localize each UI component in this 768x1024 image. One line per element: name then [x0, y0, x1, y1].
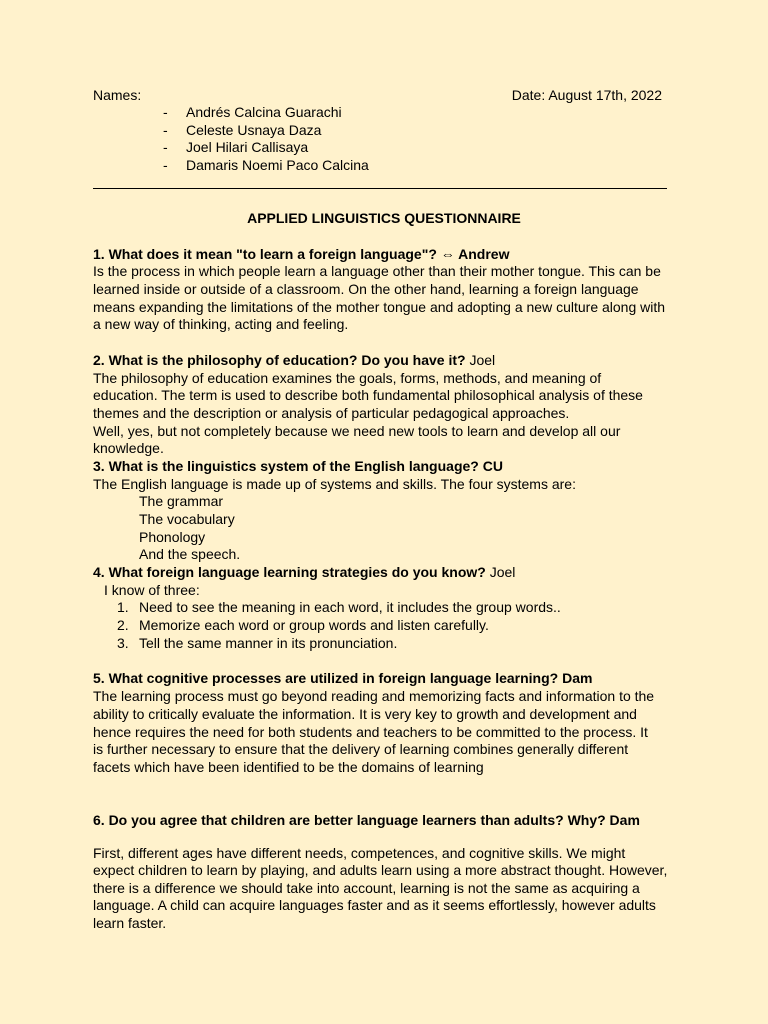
name-list-item	[163, 156, 369, 174]
answer-line: First, different ages have different needs, competences, and cognitive skills. We might	[93, 845, 626, 861]
member-name: Andrés Calcina Guarachi	[186, 104, 342, 120]
name-list-item	[163, 121, 321, 139]
question-text: 2. What is the philosophy of education? Do you have it?	[93, 352, 466, 368]
system-list-item: The vocabulary	[139, 511, 235, 527]
list-dash: -	[163, 157, 168, 173]
item-number: 3.	[117, 635, 129, 651]
question-heading	[93, 563, 515, 581]
member-name: Joel Hilari Callisaya	[186, 139, 309, 155]
numbered-item	[117, 634, 397, 652]
system-list-item: The grammar	[139, 493, 224, 509]
item-number: 1.	[117, 599, 129, 615]
answer-line: The English language is made up of systems and skills. The four systems are:	[93, 476, 576, 492]
list-dash: -	[163, 122, 168, 138]
system-list-item: And the speech.	[139, 546, 241, 562]
date-label: Date: August 17th, 2022	[511, 87, 662, 103]
question-heading: 3. What is the linguistics system of the English language? CU	[93, 458, 503, 474]
item-number: 2.	[117, 617, 129, 633]
name-list-item	[163, 138, 308, 156]
author-name: Joel	[469, 352, 496, 368]
answer-line: education. The term is used to describe both fundamental philosophical analysis of these	[93, 387, 643, 403]
answer-line: knowledge.	[93, 440, 164, 456]
document-title: APPLIED LINGUISTICS QUESTIONNAIRE	[247, 210, 521, 226]
list-dash: -	[163, 139, 168, 155]
answer-line: The learning process must go beyond reading and memorizing facts and information to the	[93, 688, 655, 704]
question-heading: 5. What cognitive processes are utilized in foreign language learning? Dam	[93, 670, 593, 686]
answer-line: Well, yes, but not completely because we need new tools to learn and develop all our	[93, 423, 621, 439]
numbered-item	[117, 616, 489, 634]
member-name: Celeste Usnaya Daza	[186, 122, 322, 138]
item-text: Tell the same manner in its pronunciation.	[139, 635, 398, 651]
author-name: Joel	[489, 564, 516, 580]
answer-line: themes and the description or analysis of particular pedagogical approaches.	[93, 405, 570, 421]
names-label: Names:	[93, 87, 142, 103]
member-name: Damaris Noemi Paco Calcina	[186, 157, 369, 173]
question-heading	[93, 351, 495, 369]
answer-line: expect children to learn by playing, and adults learn using a more abstract thought. However,	[93, 862, 668, 878]
name-list-item	[163, 103, 342, 121]
answer-line: hence requires the need for both students and teachers to be committed to the process. It	[93, 724, 648, 740]
question-heading: 6. Do you agree that children are better language learners than adults? Why? Dam	[93, 812, 640, 828]
answer-line: language. A child can acquire languages faster and as it seems effortlessly, however adults	[93, 897, 656, 913]
item-text: Need to see the meaning in each word, it includes the group words..	[139, 599, 561, 615]
horizontal-rule	[93, 188, 667, 189]
list-dash: -	[163, 104, 168, 120]
answer-line: ability to critically evaluate the information. It is very key to growth and development and	[93, 706, 637, 722]
answer-line: facets which have been identified to be the domains of learning	[93, 759, 484, 775]
answer-line: Is the process in which people learn a language other than their mother tongue. This can be	[93, 263, 661, 279]
item-text: Memorize each word or group words and listen carefully.	[139, 617, 489, 633]
answer-line: there is a difference we should take into account, learning is not the same as acquiring a	[93, 880, 640, 896]
system-list-item: Phonology	[139, 529, 206, 545]
answer-line: learned inside or outside of a classroom. On the other hand, learning a foreign language	[93, 281, 639, 297]
question-heading: 1. What does it mean "to learn a foreign language"? ⇔ Andrew	[93, 246, 510, 262]
answer-line: The philosophy of education examines the goals, forms, methods, and meaning of	[93, 370, 602, 386]
answer-line: learn faster.	[93, 915, 167, 931]
numbered-item	[117, 598, 561, 616]
answer-line: is further necessary to ensure that the delivery of learning combines generally different	[93, 741, 629, 757]
answer-line: means expanding the limitations of the mother tongue and adopting a new culture along with	[93, 299, 666, 315]
question-text: 4. What foreign language learning strategies do you know?	[93, 564, 486, 580]
answer-intro: I know of three:	[104, 582, 200, 598]
answer-line: a new way of thinking, acting and feeling.	[93, 316, 349, 332]
